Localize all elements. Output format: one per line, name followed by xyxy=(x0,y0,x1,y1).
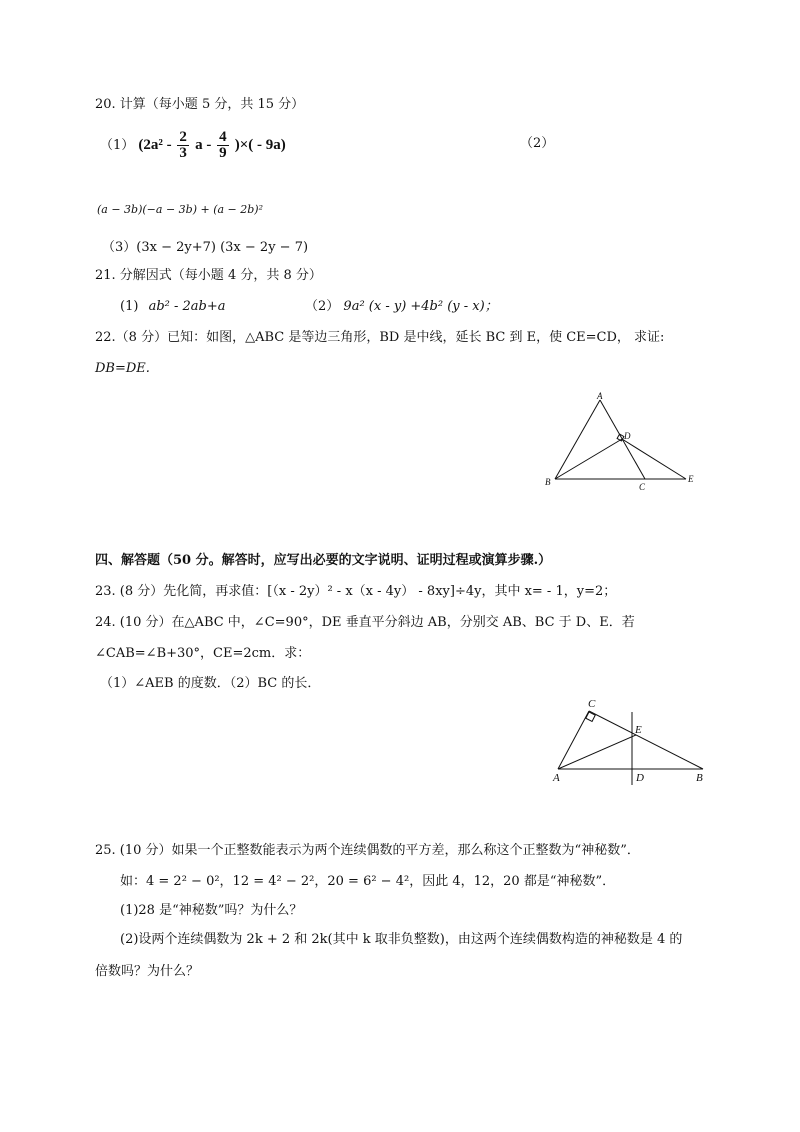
q21-part1-expr: ab² - 2ab+a xyxy=(148,299,226,314)
q21-part1 xyxy=(120,298,226,316)
q20-part1-frac2: $\frac{4}{9}$ xyxy=(219,129,227,161)
q20-header: 20. 计算（每小题 5 分，共 15 分） xyxy=(95,97,305,112)
q22-line2: DB=DE. xyxy=(95,361,150,376)
q22-segment-de xyxy=(622,439,686,479)
q24-line3: （1）∠AEB 的度数．（2）BC 的长． xyxy=(100,676,321,691)
q24-figure xyxy=(548,695,718,787)
q20-part1-expr-end: )×( - 9a) xyxy=(234,137,286,153)
q21-part1-label: (1) xyxy=(120,299,139,314)
q24-segment-cb xyxy=(589,711,703,769)
q20-part1-expr-mid: a - xyxy=(195,137,216,153)
q24-label-e: E xyxy=(635,724,642,736)
q24-label-a: A xyxy=(553,772,560,784)
q24-line2: ∠CAB=∠B+30°，CE=2cm．求： xyxy=(95,646,311,661)
q23-text: 23. (8 分）先化简，再求值：[（x - 2y）² - x（x - 4y） - 8xy]÷4y，其中 x= - 1，y=2； xyxy=(95,584,617,599)
q22-label-c: C xyxy=(639,482,646,492)
q22-segment-bd xyxy=(555,439,622,479)
q25-line5: 倍数吗？为什么？ xyxy=(95,964,200,979)
q25-line2: 如：4 = 2² − 0²，12 = 4² − 2²，20 = 6² − 4²，因此 4，12，20 都是“神秘数”． xyxy=(120,874,616,889)
q20-part2-expr: (a − 3b)(−a − 3b) + (a − 2b)² xyxy=(97,203,264,216)
q24-segment-ae xyxy=(558,735,636,769)
q25-line3: (1)28 是“神秘数”吗？为什么？ xyxy=(120,903,303,918)
q22-label-d: D xyxy=(624,431,631,441)
q22-figure xyxy=(540,392,710,496)
q24-label-c: C xyxy=(588,698,596,710)
q20-part1 xyxy=(100,130,286,161)
q24-line1: 24. (10 分）在△ABC 中，∠C=90°，DE 垂直平分斜边 AB，分别交 AB、BC 于 D、E．若 xyxy=(95,615,635,630)
q22-line1: 22.（8 分）已知：如图，△ABC 是等边三角形，BD 是中线，延长 BC 到 E，使 CE=CD， 求证: xyxy=(95,330,665,345)
q24-label-d: D xyxy=(636,772,644,784)
q20-part1-frac1: $\frac{2}{3}$ xyxy=(179,129,187,161)
q22-segment-ab xyxy=(555,400,600,479)
q24-segment-ac xyxy=(558,711,589,769)
section4-title: 四、解答题（50 分。解答时，应写出必要的文字说明、证明过程或演算步骤.） xyxy=(95,553,552,568)
q21-header: 21. 分解因式（每小题 4 分，共 8 分） xyxy=(95,268,322,283)
q22-label-a: A xyxy=(597,392,603,401)
q22-label-e: E xyxy=(688,474,694,484)
q21-part2-expr: 9a² (x - y) +4b² (y - x)； xyxy=(343,299,498,314)
q22-label-b: B xyxy=(545,477,551,487)
q24-label-b: B xyxy=(696,772,703,784)
q21-part2-label: （2） xyxy=(305,299,340,314)
q25-line4: (2)设两个连续偶数为 2k + 2 和 2k(其中 k 取非负整数)，由这两个连续偶数构造的神秘数是 4 的 xyxy=(120,932,683,947)
q21-part2 xyxy=(305,298,498,316)
q25-line1: 25. (10 分）如果一个正整数能表示为两个连续偶数的平方差，那么称这个正整数为“神秘数”． xyxy=(95,843,640,858)
q20-part1-label: （1） xyxy=(100,138,135,153)
q20-part2-label: （2） xyxy=(520,136,555,151)
q20-part1-expr-start: (2a² - xyxy=(138,137,176,153)
q20-part3: （3）(3x − 2y+7) (3x − 2y − 7) xyxy=(102,240,309,255)
